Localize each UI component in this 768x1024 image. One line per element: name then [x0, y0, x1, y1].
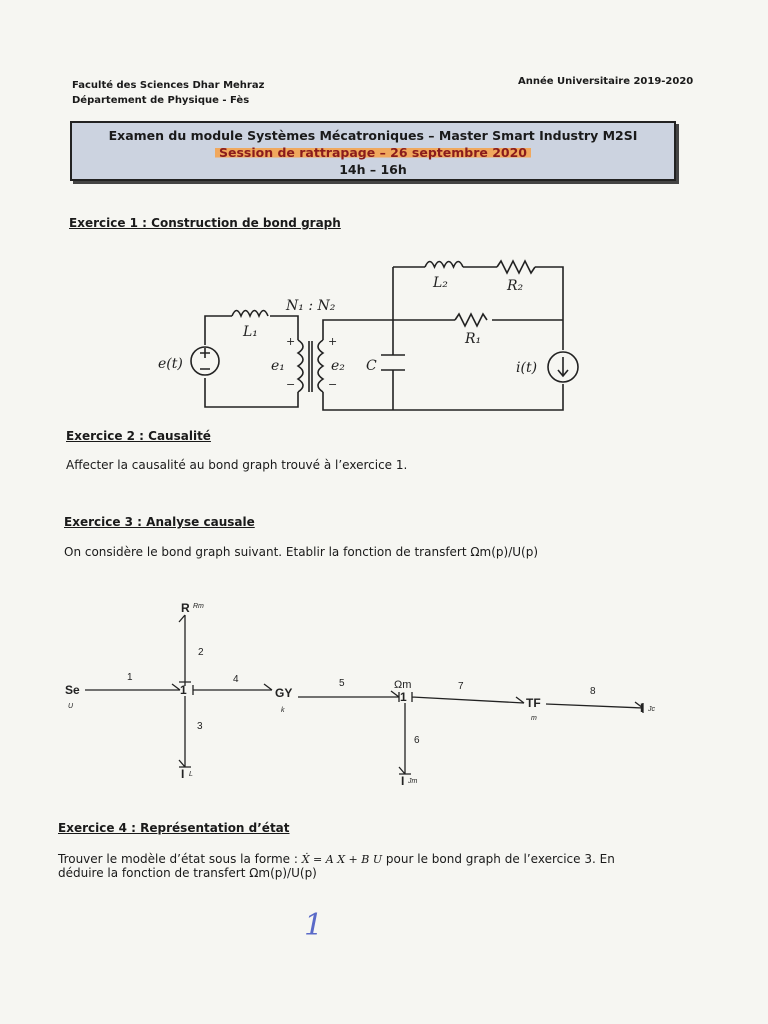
exercise-4-text — [58, 852, 668, 880]
bond-2 — [179, 615, 191, 686]
bond-label-6: 6 — [414, 735, 420, 746]
exercise-4-text-c: déduire la fonction de transfert Ωm(p)/U(p) — [58, 866, 317, 880]
academic-year: Année Universitaire 2019-2020 — [518, 76, 694, 87]
label-r1: R₁ — [465, 331, 482, 347]
label-l1: L₁ — [243, 324, 258, 340]
page-number: 1 — [304, 908, 324, 943]
bg-tf: TF — [526, 696, 541, 710]
bond-4 — [193, 684, 272, 695]
label-plus-e2: + — [328, 335, 338, 348]
exercise-4-text-a: Trouver le modèle d’état sous la forme : — [58, 852, 298, 866]
label-minus-e1: − — [286, 378, 296, 391]
bond-label-7: 7 — [458, 681, 464, 692]
bond-6 — [399, 703, 411, 774]
exam-title: Examen du module Systèmes Mécatroniques – Master Smart Industry M2SI — [108, 128, 638, 143]
resistor-r2 — [497, 261, 535, 273]
bg-i-l: I — [181, 767, 185, 781]
label-minus-e2: − — [328, 378, 338, 391]
bond-label-3: 3 — [197, 721, 203, 732]
bg-jm: Jm — [408, 778, 418, 785]
bg-junction-1: 1 — [180, 683, 187, 697]
capacitor-c — [381, 355, 405, 370]
label-it: i(t) — [516, 360, 538, 376]
bond-label-1: 1 — [127, 672, 133, 683]
bg-r: R — [181, 601, 190, 615]
label-e2: e₂ — [331, 358, 345, 374]
bg-junction-2: 1 — [400, 690, 407, 704]
bond-7 — [412, 692, 524, 703]
label-e1: e₁ — [271, 358, 285, 374]
label-r2: R₂ — [507, 278, 524, 294]
bg-i-jm: I — [401, 774, 405, 788]
bg-k: k — [281, 707, 285, 714]
transformer-primary — [298, 340, 303, 392]
inductor-l1 — [232, 311, 268, 317]
exam-time: 14h – 16h — [339, 162, 407, 177]
bg-om: Ωm — [394, 679, 412, 691]
bg-i-jc: I — [640, 701, 644, 715]
bond-2-arrow — [179, 615, 185, 622]
bg-rm: Rm — [193, 603, 204, 610]
bond-graph-diagram — [85, 615, 643, 774]
department-name: Département de Physique - Fès — [72, 95, 250, 106]
bg-m: m — [531, 715, 537, 722]
bg-l: L — [189, 771, 193, 778]
exercise-2-title: Exercice 2 : Causalité — [66, 429, 211, 443]
exercise-4-title: Exercice 4 : Représentation d’état — [58, 821, 290, 835]
label-c: C — [366, 358, 377, 374]
resistor-r1 — [455, 314, 487, 326]
faculty-name: Faculté des Sciences Dhar Mehraz — [72, 80, 265, 91]
bg-u: U — [68, 703, 74, 710]
bond-8 — [546, 702, 643, 713]
label-plus-e1: + — [286, 335, 296, 348]
exercise-1-title: Exercice 1 : Construction de bond graph — [69, 216, 341, 230]
exercise-3-text: On considère le bond graph suivant. Etablir la fonction de transfert Ωm(p)/U(p) — [64, 545, 539, 559]
label-l2: L₂ — [433, 275, 448, 291]
bg-se: Se — [65, 683, 80, 697]
bond-label-2: 2 — [198, 647, 204, 658]
label-et: e(t) — [158, 356, 183, 372]
label-ratio: N₁ : N₂ — [286, 298, 336, 314]
inductor-l2 — [425, 262, 463, 268]
exam-session: Session de rattrapage – 26 septembre 2020 — [215, 145, 531, 160]
exercise-4-text-b: pour le bond graph de l’exercice 3. En — [385, 852, 615, 866]
bond-1 — [85, 684, 180, 690]
bond-label-8: 8 — [590, 686, 596, 697]
bond-3 — [179, 696, 191, 767]
bond-label-5: 5 — [339, 678, 345, 689]
exercise-2-text: Affecter la causalité au bond graph trouvé à l’exercice 1. — [66, 458, 408, 472]
bg-gy: GY — [275, 686, 293, 700]
state-equation: Ẋ = A X + B U — [301, 853, 383, 866]
bg-jc: Jc — [648, 706, 655, 713]
bond-5 — [298, 691, 399, 702]
bond-label-4: 4 — [233, 674, 239, 685]
exercise-3-title: Exercice 3 : Analyse causale — [64, 515, 255, 529]
transformer-secondary — [318, 340, 323, 392]
transformer-core — [309, 341, 312, 392]
